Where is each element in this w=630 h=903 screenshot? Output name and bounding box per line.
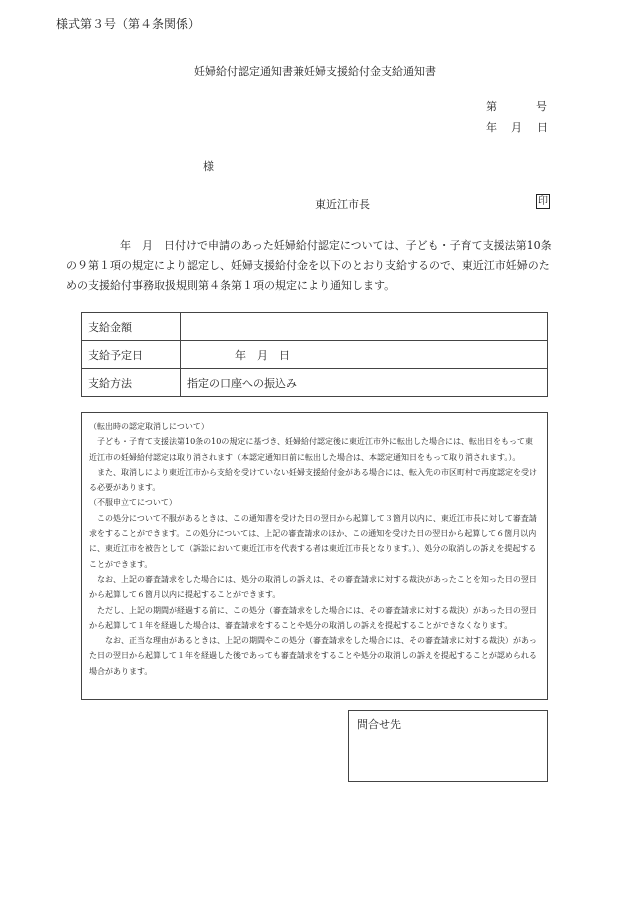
date-year: 年 (486, 121, 497, 134)
table-row (82, 341, 548, 369)
notice-number-label: 第 (486, 100, 497, 113)
notice-heading-appeal: （不服申立てについて） (89, 498, 177, 508)
recipient-suffix: 様 (203, 160, 214, 173)
form-number: 様式第３号（第４条関係） (56, 17, 201, 31)
notice-box (81, 412, 548, 700)
contact-label: 問合せ先 (357, 718, 401, 731)
row-label-date: 支給予定日 (82, 341, 181, 369)
body-text: 年 月 日付けで申請のあった妊婦給付認定については、子ども・子育て支援法第10条の９第１項の規定により認定し、妊婦支援給付金を以下のとおり支給するので、東近江市妊婦のための支援給付事務取扱規則第４条第１項の規定により通知します。 (66, 239, 552, 292)
body-paragraph (66, 236, 552, 296)
row-label-method: 支給方法 (82, 369, 181, 397)
row-value-amount (181, 313, 548, 341)
notice-paragraph: また、取消しにより東近江市から支給を受けていない妊婦支援給付金がある場合には、転入先の市区町村で再度認定を受ける必要があります。 (89, 467, 537, 493)
notice-number-suffix: 号 (536, 100, 547, 113)
row-value-date: 年 月 日 (181, 341, 548, 369)
document-title: 妊婦給付認定通知書兼妊婦支援給付金支給通知書 (194, 65, 436, 78)
notice-paragraph: この処分について不服があるときは、この通知書を受けた日の翌日から起算して３箇月以内に、東近江市長に対して審査請求をすることができます。この処分については、上記の審査請求のほか、この通知を受けた日の翌日から起算して６箇月以内に、東近江市を被告として（訴訟において東近江市を代表する者は東近江市長となります。）、処分の取消しの訴えを提起することができます。 (89, 513, 537, 569)
row-value-method: 指定の口座への振込み (181, 369, 548, 397)
date-month: 月 (511, 121, 522, 134)
date-day: 日 (537, 121, 548, 134)
contact-box (348, 710, 548, 782)
notice-paragraph: なお、正当な理由があるときは、上記の期間やこの処分（審査請求をした場合には、その審査請求に対する裁決）があった日の翌日から起算して１年を経過した後であっても審査請求をすることや処分の取消しの訴えを提起することが認められる場合があります。 (89, 636, 537, 676)
notice-paragraph: なお、上記の審査請求をした場合には、処分の取消しの訴えは、その審査請求に対する裁決があったことを知った日の翌日から起算して６箇月以内に提起することができます。 (89, 574, 537, 600)
table-row (82, 369, 548, 397)
notice-paragraph: 子ども・子育て支援法第10条の10の規定に基づき、妊婦給付認定後に東近江市外に転出した場合には、転出日をもって東近江市の妊婦給付認定は取り消されます（本認定通知日前に転出した場合は、本認定通知日をもって取り消されます。）。 (89, 437, 534, 462)
row-label-amount: 支給金額 (82, 313, 181, 341)
seal-mark: 印 (538, 196, 548, 207)
payment-table (81, 312, 548, 397)
notice-paragraph: ただし、上記の期間が経過する前に、この処分（審査請求をした場合には、その審査請求に対する裁決）があった日の翌日から起算して１年を経過した場合は、審査請求をすることや処分の取消しの訴えを提起することができなくなります。 (89, 605, 537, 630)
issuer: 東近江市長 (315, 198, 370, 211)
table-row (82, 313, 548, 341)
notice-heading-transfer: （転出時の認定取消しについて） (89, 422, 209, 431)
